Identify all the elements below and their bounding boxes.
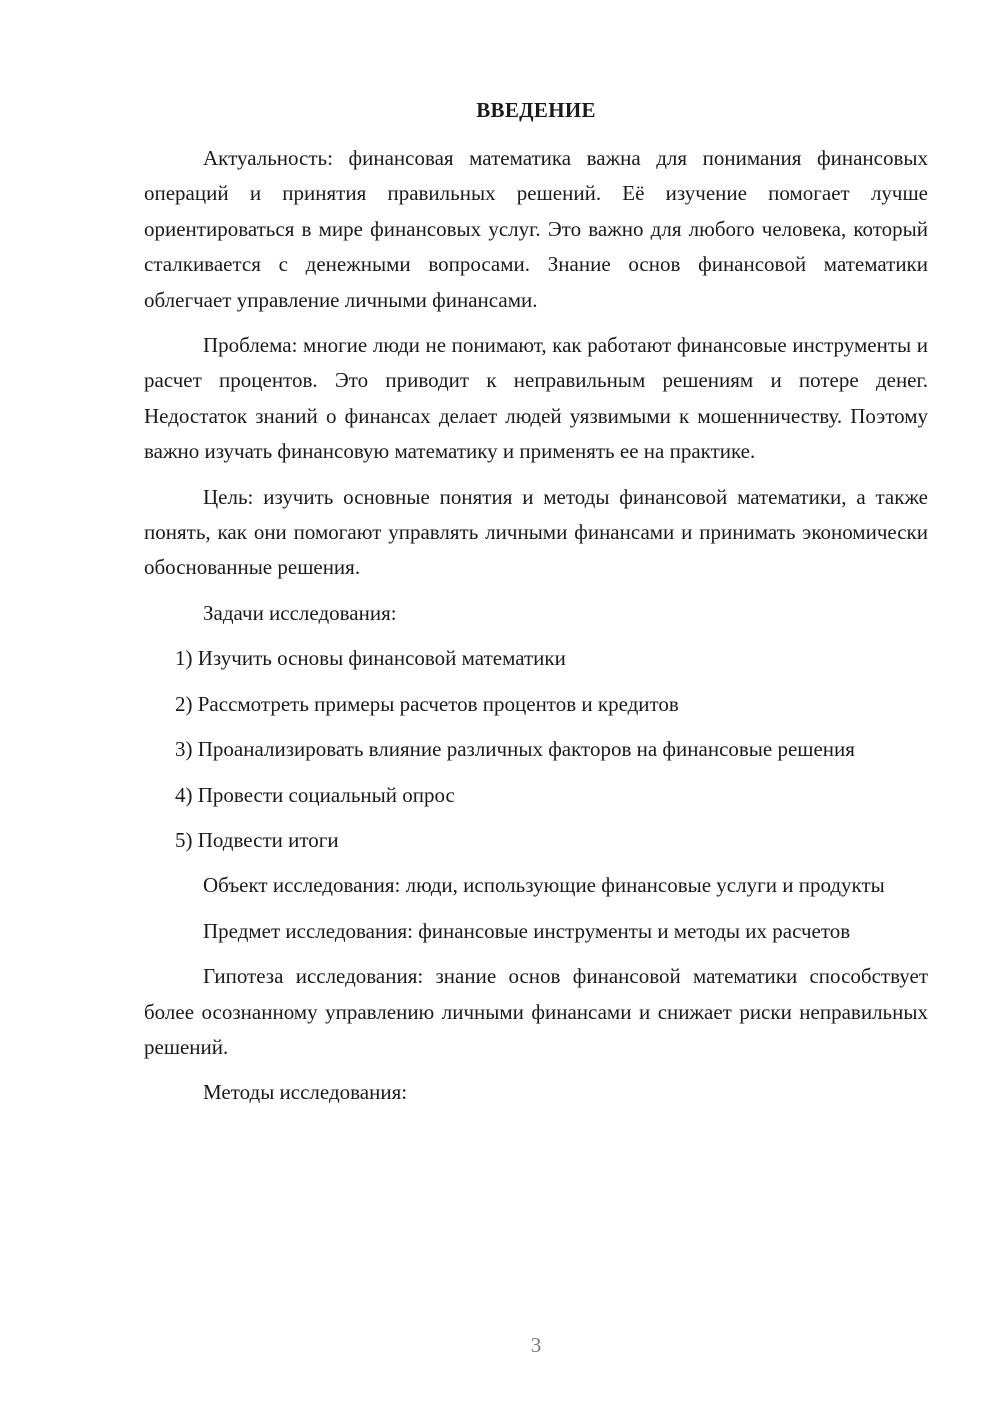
methods-heading: Методы исследования: (203, 1080, 408, 1105)
task-item-1: 1) Изучить основы финансовой математики (175, 646, 566, 671)
paragraph-subject: Предмет исследования: финансовые инструменты и методы их расчетов (203, 918, 851, 943)
document-body (144, 141, 928, 1111)
paragraph-goal: Цель: изучить основные понятия и методы финансовой математики, а также понять, как они помогают управлять личными финансами и принимать экономически обоснованные решения. (144, 484, 928, 580)
page-number: 3 (530, 1333, 542, 1357)
task-item-3: 3) Проанализировать влияние различных факторов на финансовые решения (175, 737, 855, 762)
task-item-4: 4) Провести социальный опрос (175, 782, 455, 807)
task-item-5: 5) Подвести итоги (175, 827, 339, 852)
paragraph-object: Объект исследования: люди, использующие финансовые услуги и продукты (203, 873, 885, 898)
page-title: ВВЕДЕНИЕ (476, 98, 596, 122)
paragraph-relevance: Актуальность: финансовая математика важна для понимания финансовых операций и принятия правильных решений. Её изучение помогает лучше ориентироваться в мире финансовых услуг. Это важно для любого человека, который сталкивается с денежными вопросами. Знание основ финансовой математики облегчает управление личными финансами. (144, 146, 928, 312)
paragraph-hypothesis: Гипотеза исследования: знание основ финансовой математики способствует более осознанному управлению личными финансами и снижает риски неправильных решений. (144, 964, 928, 1059)
task-item-2: 2) Рассмотреть примеры расчетов процентов и кредитов (175, 691, 679, 716)
paragraph-problem: Проблема: многие люди не понимают, как работают финансовые инструменты и расчет процентов. Это приводит к неправильным решениям и потере денег. Недостаток знаний о финансах делает людей уязвимыми к мошенничеству. Поэтому важно изучать финансовую математику и применять ее на практике. (144, 333, 928, 464)
tasks-heading: Задачи исследования: (203, 600, 397, 625)
